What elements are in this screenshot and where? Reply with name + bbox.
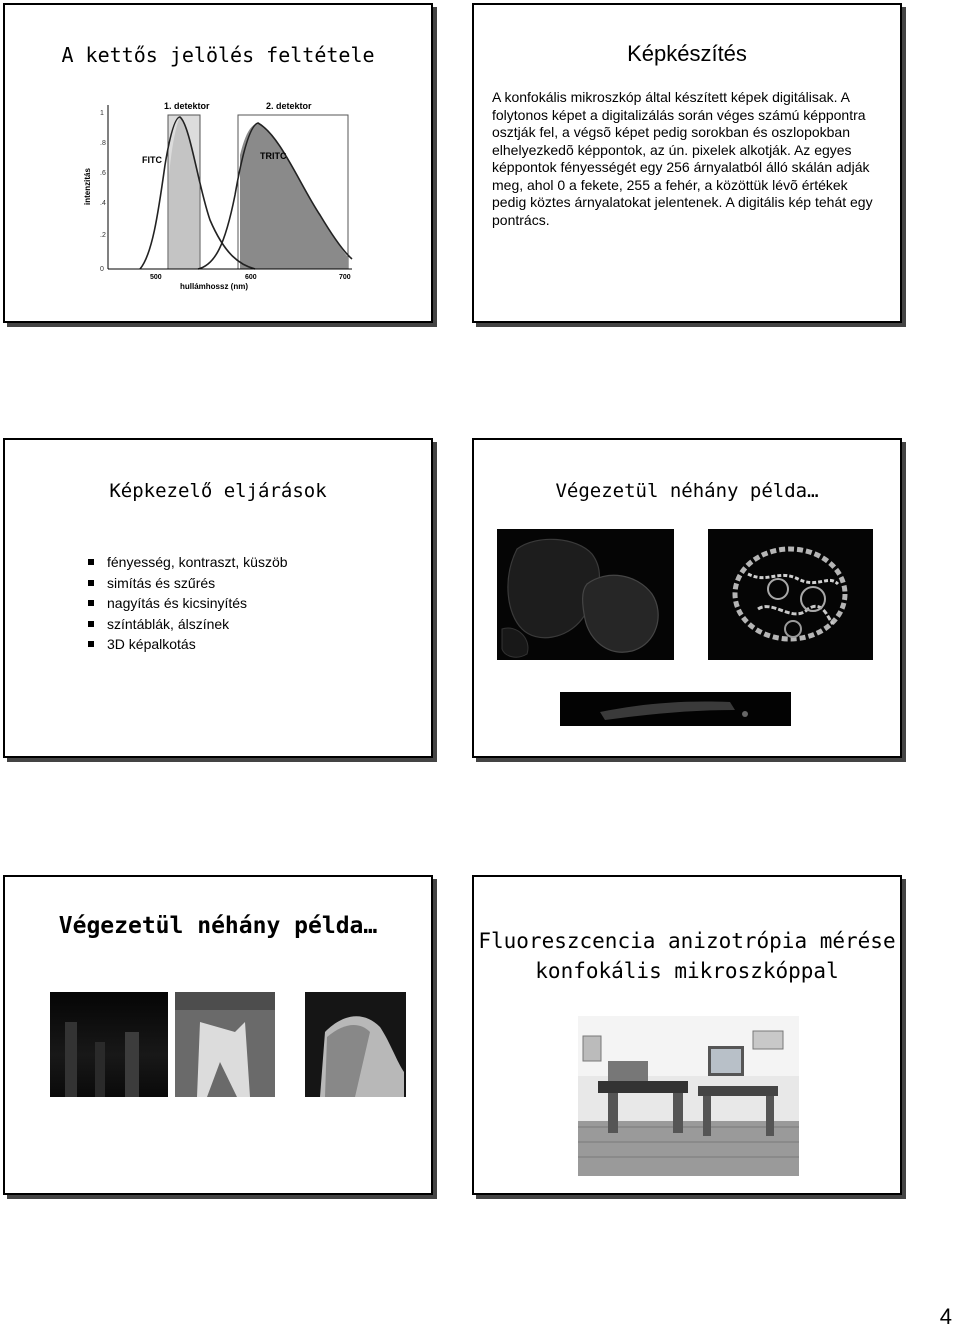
confocal-network-image	[708, 529, 873, 660]
y-tick-labels	[100, 110, 106, 273]
confocal-cross-section-image	[560, 692, 791, 726]
tritc-label: TRITC	[260, 151, 287, 161]
list-item-text: simítás és szűrés	[107, 574, 216, 591]
y-tick-label: .6	[100, 170, 106, 177]
y-tick-label: .2	[100, 232, 106, 239]
emission-spectrum-chart	[80, 95, 360, 295]
bullet-square-icon	[88, 580, 94, 586]
slide-2	[472, 3, 902, 323]
slide-title: Képkészítés	[627, 41, 747, 66]
bullet-square-icon	[88, 641, 94, 647]
list-item-text: 3D képalkotás	[107, 636, 196, 652]
fitc-label: FITC	[142, 155, 162, 165]
bullet-list	[85, 552, 288, 655]
list-item	[85, 573, 288, 594]
list-item	[85, 614, 288, 635]
slide-3	[3, 438, 433, 758]
xz-scan-image-1	[50, 992, 168, 1097]
slide-title-line-1: Fluoreszcencia anizotrópia mérése	[478, 929, 896, 953]
bullet-square-icon	[88, 600, 94, 606]
list-item-text: színtáblák, álszínek	[107, 615, 230, 632]
bullet-square-icon	[88, 621, 94, 627]
detector-2-label: 2. detektor	[266, 101, 312, 111]
list-item	[85, 552, 288, 573]
microscope-lab-photo	[578, 1016, 799, 1176]
confocal-cell-image	[497, 529, 674, 660]
slide-title: Végezetül néhány példa…	[58, 913, 378, 939]
y-axis-label: intenzitás	[83, 168, 92, 205]
slide-4	[472, 438, 902, 758]
slide-body-text: A konfokális mikroszkóp által készített képek digitálisak. A folytonos képet a digitalizálás során véges számú képpontra osztják fel, a végsõ képet pedig sorokban és oszlopokban elhelyezkedõ képpontok, az ún. pixelek alkotják. Az egyes képpontok fényességét egy 256 árnyalatból álló skálán adják meg, ahol 0 a fekete, 255 a fehér, a közöttük lévõ értékek pedig köztes árnyalatokat jelentenek. A digitális kép tehát egy pontrács.	[492, 89, 873, 228]
list-item-text: nagyítás és kicsinyítés	[107, 595, 248, 611]
xz-scan-image-3	[305, 992, 406, 1097]
x-tick-label: 700	[339, 274, 351, 281]
list-item-text: fényesség, kontraszt, küszöb	[107, 554, 288, 570]
xz-scan-image-2	[175, 992, 275, 1097]
slide-title-line-2: konfokális mikroszkóppal	[535, 959, 839, 983]
y-tick-label: 1	[100, 110, 104, 117]
slide-5	[3, 875, 433, 1195]
x-axis-label: hullámhossz (nm)	[180, 282, 249, 291]
y-tick-label: 0	[100, 266, 104, 273]
x-tick-label: 600	[245, 274, 257, 281]
slide-title: Végezetül néhány példa…	[555, 480, 819, 502]
bullet-square-icon	[88, 559, 94, 565]
slide-title: Képkezelő eljárások	[109, 480, 327, 502]
list-item	[85, 634, 288, 655]
detector-1-label: 1. detektor	[164, 101, 210, 111]
tritc-detected-area	[240, 123, 348, 269]
page-number: 4	[939, 1304, 952, 1329]
x-tick-label: 500	[150, 274, 162, 281]
y-tick-label: .8	[100, 140, 106, 147]
slide-6	[472, 875, 902, 1195]
y-tick-label: .4	[100, 200, 106, 207]
slide-1	[3, 3, 433, 323]
list-item	[85, 593, 288, 614]
slide-title: A kettős jelölés feltétele	[61, 43, 375, 67]
